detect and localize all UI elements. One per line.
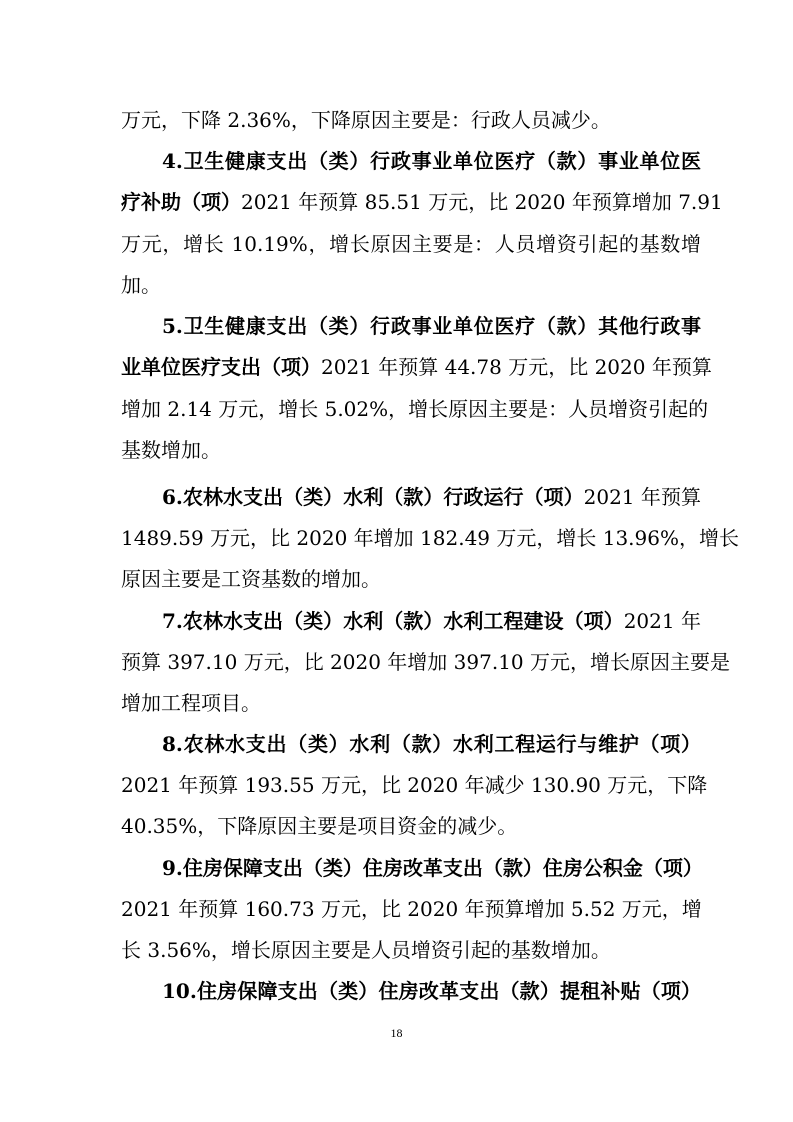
text-run: 原因主要是工资基数的增加。: [121, 567, 381, 591]
text-line-11: [121, 518, 739, 558]
bold-text-run: 4.卫生健康支出（类）行政事业单位医疗（款）事业单位医: [162, 149, 701, 173]
text-run: 2021 年预算 193.55 万元，比 2020 年减少 130.90 万元，下降: [121, 773, 708, 797]
bold-text-run: 疗补助（项）: [121, 190, 241, 214]
text-line-14: [121, 642, 731, 682]
text-line-5: [121, 265, 701, 305]
text-run: 万元，增长 10.19%，增长原因主要是：人员增资引起的基数增: [121, 232, 701, 256]
section-7-heading-line: [162, 601, 701, 641]
bold-text-run: 7.农林水支出（类）水利（款）水利工程建设（项）: [162, 609, 624, 633]
text-run: 增加工程项目。: [121, 691, 261, 715]
text-line-12: [121, 559, 701, 599]
text-line-8: [121, 389, 709, 429]
text-line-21: [121, 930, 701, 970]
text-line-20: [121, 889, 701, 929]
text-run: 2021 年预算 85.51 万元，比 2020 年预算增加 7.91: [241, 190, 723, 214]
bold-text-run: 业单位医疗支出（项）: [121, 355, 321, 379]
text-line-3: [121, 182, 723, 222]
text-run: 增加 2.14 万元，增长 5.02%，增长原因主要是：人员增资引起的: [121, 397, 709, 421]
bold-text-run: 6.农林水支出（类）水利（款）行政运行（项）: [162, 485, 584, 509]
bold-text-run: 5.卫生健康支出（类）行政事业单位医疗（款）其他行政事: [162, 314, 701, 338]
text-line-4: [121, 224, 701, 264]
section-5-heading-line: [162, 306, 701, 346]
text-run: 2021 年: [623, 609, 701, 633]
text-run: 2021 年预算 44.78 万元，比 2020 年预算: [321, 355, 712, 379]
text-run: 万元，下降 2.36%，下降原因主要是：行政人员减少。: [121, 108, 611, 132]
text-line-7: [121, 347, 712, 387]
bold-text-run: 8.农林水支出（类）水利（款）水利工程运行与维护（项）: [162, 732, 701, 756]
bold-text-run: 9.住房保障支出（类）住房改革支出（款）住房公积金（项）: [162, 856, 703, 880]
text-line-17: [121, 765, 708, 805]
section-9-heading-line: [162, 848, 701, 888]
page-number: 18: [390, 1026, 403, 1040]
section-6-heading-line: [162, 477, 701, 517]
text-line-1: [121, 100, 701, 140]
text-run: 1489.59 万元，比 2020 年增加 182.49 万元，增长 13.96%，增长: [121, 526, 739, 550]
text-run: 40.35%，下降原因主要是项目资金的减少。: [121, 814, 518, 838]
section-10-heading-line: [162, 971, 701, 1011]
text-line-18: [121, 806, 701, 846]
text-run: 预算 397.10 万元，比 2020 年增加 397.10 万元，增长原因主要是: [121, 650, 731, 674]
text-run: 基数增加。: [121, 438, 221, 462]
section-8-heading-line: [162, 724, 701, 764]
text-run: 2021 年预算 160.73 万元，比 2020 年预算增加 5.52 万元，增: [121, 897, 702, 921]
section-4-heading-line: [162, 141, 701, 181]
text-run: 2021 年预算: [583, 485, 701, 509]
bold-text-run: 10.住房保障支出（类）住房改革支出（款）提租补贴（项）: [162, 979, 701, 1003]
text-line-15: [121, 683, 701, 723]
text-line-9: [121, 430, 701, 470]
text-run: 长 3.56%，增长原因主要是人员增资引起的基数增加。: [121, 938, 611, 962]
text-run: 加。: [121, 273, 161, 297]
